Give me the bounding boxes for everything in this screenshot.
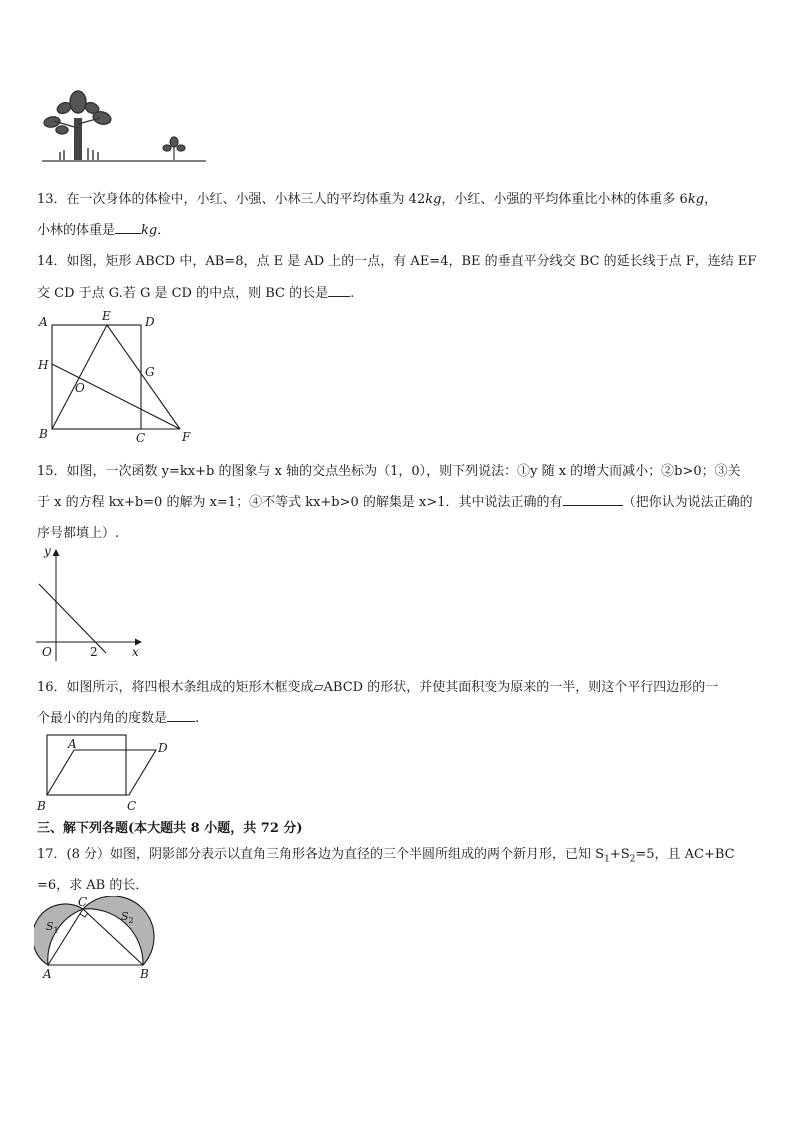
q14-label-e: E [102,309,111,323]
q15-graph [30,543,150,665]
q14-label-b: B [39,427,48,441]
q14-answer-blank[interactable] [328,285,350,297]
q17-label-b: B [140,967,149,980]
q15-line2: 于 x 的方程 kx+b=0 的解为 x=1；④不等式 kx+b>0 的解集是 x>1．其中说法正确的有 （把你认为说法正确的 [37,495,753,510]
q13-unit1: kg [425,192,442,207]
q13-unit2: kg [687,192,705,207]
q14-label-d: D [145,315,155,329]
small-plant [163,137,185,160]
q14-line2: 交 CD 于点 G.若 G 是 CD 的中点，则 BC 的长是 . [37,286,355,301]
q13-answer-blank[interactable] [115,222,141,234]
q15-line3: 序号都填上）. [37,526,120,541]
q17-label-c: C [78,896,88,909]
q15-line1: 15．如图，一次函数 y=kx+b 的图象与 x 轴的交点坐标为（1，0），则下列说法：①y 随 x 的增大而减小；②b>0；③关 [37,464,741,479]
q16-label-c: C [127,799,137,813]
q15-label-x: x [132,645,139,659]
q15-label-y: y [44,544,51,558]
q16-figure [32,728,177,814]
q14-label-o: O [75,381,85,395]
q14-label-c: C [136,431,146,445]
q16-line2: 个最小的内角的度数是 . [37,711,200,726]
q16-label-d: D [158,741,168,755]
big-tree [43,91,112,160]
q15-label-2: 2 [90,645,98,659]
segment-hf [52,364,180,429]
q17-line2: =6，求 AB 的长． [37,878,149,893]
right-angle-mark [80,913,88,917]
q16-answer-blank[interactable] [167,710,195,722]
q17-label-s2: $S_2$ [121,910,134,925]
q14-label-g: G [145,365,155,379]
original-rectangle [47,735,126,795]
q15-label-o: O [42,645,52,659]
segment-ef [107,325,180,429]
parallelogram-abcd [47,750,156,795]
function-line [39,584,106,653]
q16-label-b: B [37,799,46,813]
q17-label-s1: $S_1$ [46,920,59,935]
q14-line1: 14．如图，矩形 ABCD 中，AB=8，点 E 是 AD 上的一点，有 AE=4，BE 的垂直平分线交 BC 的延长线于点 F，连结 EF [37,254,757,269]
q14-label-h: H [38,358,49,372]
q14-label-f: F [182,430,191,444]
q13-line1: 13．在一次身体的体检中，小红、小强、小林三人的平均体重为 42kg，小红、小强的平均体重比小林的体重多 6kg， [37,192,718,207]
section3-heading: 三、解下列各题(本大题共 8 小题，共 72 分) [37,821,303,836]
q14-figure [30,308,205,446]
q13-line2: 小林的体重是 kg． [37,223,171,238]
q16-line1: 16．如图所示，将四根木条组成的矩形木框变成▱ABCD 的形状，并使其面积变为原来的一半，则这个平行四边形的一 [37,680,719,695]
lune-s2 [83,896,154,965]
tree-illustration [38,88,210,164]
segment-be [52,325,107,429]
q16-label-a: A [68,737,77,751]
q17-label-a: A [43,967,52,980]
q17-figure [34,896,162,980]
q15-answer-blank[interactable] [563,494,623,506]
q17-line1: 17．(8 分）如图，阴影部分表示以直角三角形各边为直径的三个半圆所组成的两个新月形，已知 $S_1+S_2=5$，且 AC+BC [37,847,735,865]
q13-unit3: kg [141,223,158,238]
q14-label-a: A [39,315,48,329]
rectangle-abcd [52,325,141,429]
